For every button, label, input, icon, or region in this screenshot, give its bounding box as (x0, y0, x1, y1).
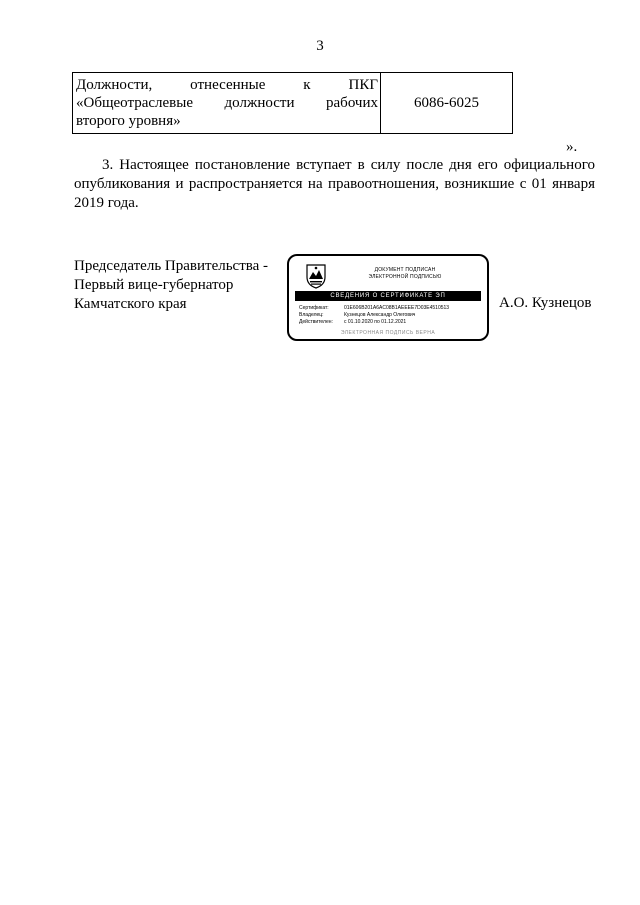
position-line: Камчатского края (74, 296, 187, 312)
stamp-heading-line: ЭЛЕКТРОННОЙ ПОДПИСЬЮ (368, 274, 442, 280)
stamp-heading-line: ДОКУМЕНТ ПОДПИСАН (374, 267, 436, 273)
salary-table (72, 72, 513, 134)
owner-value: Кузнецов Александр Олегович (344, 312, 416, 318)
salary-range-cell: 6086-6025 (381, 73, 513, 134)
certificate-info-bar: СВЕДЕНИЯ О СЕРТИФИКАТЕ ЭП (295, 291, 481, 301)
certificate-label: Сертификат: (299, 305, 329, 311)
effective-date-paragraph: 3. Настоящее постановление вступает в силу после дня его официального опубликования и распространяется на правоотношения, возникшие с 01 января 2019 года. (74, 157, 595, 211)
owner-row (299, 312, 484, 319)
table-row (73, 73, 513, 134)
validity-row (299, 319, 484, 326)
signatory-name: А.О. Кузнецов (499, 295, 592, 311)
desc-line: второго уровня» (76, 113, 181, 129)
position-group-cell (73, 73, 381, 134)
electronic-signature-stamp (287, 254, 489, 341)
certificate-value: 01E606B201A6AC08B1AEEEE7D03E4510513 (344, 305, 450, 311)
certificate-row (299, 305, 484, 312)
coat-of-arms-icon (305, 263, 327, 289)
stamp-heading (345, 267, 465, 281)
desc-line: «Общеотраслевые должности рабочих (76, 95, 378, 111)
signatory-position (74, 257, 268, 314)
desc-line: Должности, отнесенные к ПКГ (76, 77, 378, 93)
position-line: Первый вице-губернатор (74, 277, 234, 293)
validity-label: Действителен: (299, 319, 333, 325)
stamp-footer: ЭЛЕКТРОННАЯ ПОДПИСЬ ВЕРНА (340, 330, 436, 336)
position-line: Председатель Правительства - (74, 258, 269, 274)
owner-label: Владелец: (299, 312, 324, 318)
validity-value: с 01.10.2020 по 01.12.2021 (344, 319, 407, 325)
page-number: 3 (316, 38, 324, 54)
certificate-details (299, 305, 484, 326)
closing-quote: ». (566, 139, 578, 155)
